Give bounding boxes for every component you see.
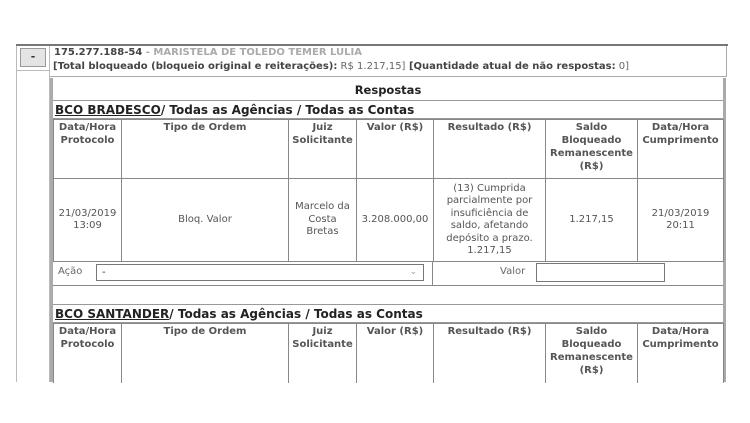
cpf-number: 175.277.188-54 [54,47,143,58]
action-label: Ação [58,266,83,277]
cell-valor: 3.208.000,00 [357,179,434,262]
cell-resultado: (13) Cumprida parcialmente por insuficiência de saldo, afetando depósito a prazo. 1.217,15 [434,179,546,262]
valor-label: Valor [500,266,526,277]
cell-data-hora-cumprimento: 21/03/2019 20:11 [638,179,724,262]
col-juiz-solicitante: Juiz Solicitante [289,324,357,383]
bank-title-santander: BCO SANTANDER/ Todas as Agências / Todas as Contas [53,305,723,323]
col-valor: Valor (R$) [357,120,434,179]
col-saldo-bloqueado: Saldo Bloqueado Remanescente (R$) [546,324,638,383]
col-data-hora-cumprimento: Data/Hora Cumprimento [638,324,724,383]
defendant-name: MARISTELA DE TOLEDO TEMER LULIA [153,47,362,58]
col-tipo-ordem: Tipo de Ordem [122,120,289,179]
santander-orders-table [53,323,724,383]
table-header-row [54,120,724,179]
col-saldo-bloqueado: Saldo Bloqueado Remanescente (R$) [546,120,638,179]
total-blocked-summary: [Total bloqueado (bloqueio original e reiterações): R$ 1.217,15] [Quantidade atual de não respostas: 0] [53,61,630,72]
bank-link-bradesco[interactable]: BCO BRADESCO [55,103,161,117]
bank-link-santander[interactable]: BCO SANTANDER [55,307,170,321]
table-header-row [54,324,724,383]
left-gutter [16,46,50,382]
col-data-hora-protocolo: Data/Hora Protocolo [54,324,122,383]
col-data-hora-protocolo: Data/Hora Protocolo [54,120,122,179]
responses-title: Respostas [53,80,723,101]
non-response-count: 0] [615,61,630,72]
spacer-row [53,286,723,305]
cell-saldo: 1.217,15 [546,179,638,262]
defendant-identity: 175.277.188-54 - MARISTELA DE TOLEDO TEMER LULIA [54,47,362,58]
chevron-down-icon: ⌄ [409,267,417,277]
col-resultado: Resultado (R$) [434,324,546,383]
bradesco-orders-table [53,119,724,262]
col-tipo-ordem: Tipo de Ordem [122,324,289,383]
action-select[interactable]: - ⌄ [96,264,424,281]
col-juiz-solicitante: Juiz Solicitante [289,120,357,179]
action-divider [432,262,433,285]
gutter-divider [16,70,49,71]
table-row [54,179,724,262]
cell-data-hora-protocolo: 21/03/2019 13:09 [54,179,122,262]
col-data-hora-cumprimento: Data/Hora Cumprimento [638,120,724,179]
col-valor: Valor (R$) [357,324,434,383]
total-blocked-value: R$ 1.217,15] [337,61,406,72]
col-resultado: Resultado (R$) [434,120,546,179]
cell-tipo-ordem: Bloq. Valor [122,179,289,262]
cell-juiz: Marcelo da Costa Bretas [289,179,357,262]
valor-input[interactable] [536,263,665,282]
bank-title-bradesco: BCO BRADESCO/ Todas as Agências / Todas as Contas [53,101,723,119]
collapse-toggle-button[interactable]: - [20,48,46,67]
